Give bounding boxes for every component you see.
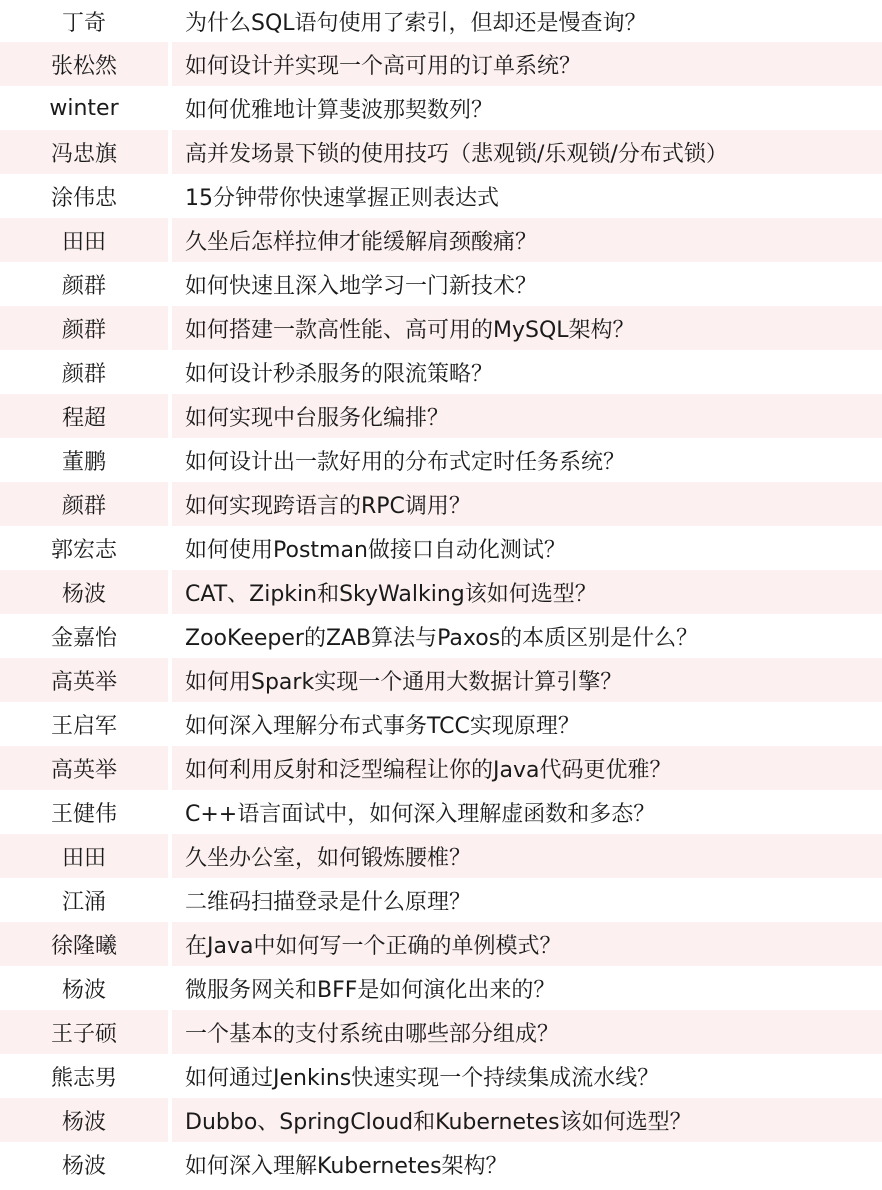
author-cell: 江涌 — [0, 878, 172, 922]
topic-cell: 如何实现跨语言的RPC调用？ — [185, 493, 471, 519]
topic-cell: 久坐后怎样拉伸才能缓解肩颈酸痛？ — [185, 229, 538, 255]
table-row — [0, 86, 882, 130]
table-row — [0, 746, 882, 790]
author-cell: 王健伟 — [0, 790, 172, 834]
table-row — [0, 1142, 882, 1186]
author-cell: 金嘉怡 — [0, 614, 172, 658]
table-row — [0, 0, 882, 42]
table-row — [0, 1010, 882, 1054]
topic-cell: 如何设计并实现一个高可用的订单系统？ — [185, 53, 582, 79]
author-cell: 丁奇 — [0, 0, 172, 42]
table-row — [0, 526, 882, 570]
author-cell: 高英举 — [0, 746, 172, 790]
author-cell: 涂伟忠 — [0, 174, 172, 218]
author-cell: 冯忠旗 — [0, 130, 172, 174]
author-cell: 徐隆曦 — [0, 922, 172, 966]
topic-cell: 如何优雅地计算斐波那契数列？ — [185, 97, 494, 123]
table-row — [0, 878, 882, 922]
author-cell: winter — [0, 86, 172, 130]
author-cell: 杨波 — [0, 1142, 172, 1186]
topic-cell: ZooKeeper的ZAB算法与Paxos的本质区别是什么？ — [185, 625, 699, 651]
table-row — [0, 702, 882, 746]
author-cell: 董鹏 — [0, 438, 172, 482]
author-cell: 高英举 — [0, 658, 172, 702]
topic-cell: 如何通过Jenkins快速实现一个持续集成流水线？ — [185, 1065, 660, 1091]
author-cell: 张松然 — [0, 42, 172, 86]
topic-cell: Dubbo、SpringCloud和Kubernetes该如何选型？ — [185, 1109, 692, 1135]
author-cell: 杨波 — [0, 966, 172, 1010]
topic-cell: 如何搭建一款高性能、高可用的MySQL架构？ — [185, 317, 635, 343]
table-row — [0, 1054, 882, 1098]
topic-cell: 如何利用反射和泛型编程让你的Java代码更优雅？ — [185, 757, 672, 783]
table-row — [0, 350, 882, 394]
topic-cell: 为什么SQL语句使用了索引，但却还是慢查询？ — [185, 10, 647, 36]
table-row — [0, 438, 882, 482]
topic-cell: 二维码扫描登录是什么原理？ — [185, 889, 472, 915]
topic-cell: 如何深入理解Kubernetes架构？ — [185, 1153, 508, 1179]
author-cell: 王启军 — [0, 702, 172, 746]
table-row — [0, 570, 882, 614]
table-row — [0, 1098, 882, 1142]
table-row — [0, 218, 882, 262]
topic-cell: 如何设计出一款好用的分布式定时任务系统？ — [185, 449, 626, 475]
table-row — [0, 966, 882, 1010]
topic-cell: CAT、Zipkin和SkyWalking该如何选型？ — [185, 581, 597, 607]
topic-cell: 15分钟带你快速掌握正则表达式 — [185, 185, 499, 211]
topic-cell: 如何使用Postman做接口自动化测试？ — [185, 537, 566, 563]
table-row — [0, 130, 882, 174]
author-cell: 田田 — [0, 218, 172, 262]
topic-cell: 如何设计秒杀服务的限流策略？ — [185, 361, 494, 387]
table-row — [0, 174, 882, 218]
table-row — [0, 614, 882, 658]
table-row — [0, 306, 882, 350]
author-cell: 郭宏志 — [0, 526, 172, 570]
author-cell: 杨波 — [0, 570, 172, 614]
author-cell: 杨波 — [0, 1098, 172, 1142]
table-row — [0, 262, 882, 306]
author-cell: 田田 — [0, 834, 172, 878]
topic-cell: 一个基本的支付系统由哪些部分组成？ — [185, 1021, 560, 1047]
author-cell: 颜群 — [0, 482, 172, 526]
table-row — [0, 42, 882, 86]
table-row — [0, 658, 882, 702]
topic-cell: 久坐办公室，如何锻炼腰椎？ — [185, 845, 472, 871]
author-cell: 王子硕 — [0, 1010, 172, 1054]
topic-cell: C++语言面试中，如何深入理解虚函数和多态？ — [185, 801, 656, 827]
table-row — [0, 922, 882, 966]
author-cell: 颜群 — [0, 306, 172, 350]
author-cell: 颜群 — [0, 350, 172, 394]
topic-cell: 如何实现中台服务化编排？ — [185, 405, 450, 431]
topic-cell: 高并发场景下锁的使用技巧（悲观锁/乐观锁/分布式锁） — [185, 141, 728, 167]
table-row — [0, 482, 882, 526]
table-row — [0, 834, 882, 878]
topic-cell: 如何用Spark实现一个通用大数据计算引擎？ — [185, 669, 623, 695]
table-row — [0, 790, 882, 834]
author-cell: 程超 — [0, 394, 172, 438]
topic-cell: 如何深入理解分布式事务TCC实现原理？ — [185, 713, 580, 739]
author-cell: 颜群 — [0, 262, 172, 306]
topic-cell: 如何快速且深入地学习一门新技术？ — [185, 273, 538, 299]
author-cell: 熊志男 — [0, 1054, 172, 1098]
table-row — [0, 394, 882, 438]
topic-cell: 在Java中如何写一个正确的单例模式？ — [185, 933, 562, 959]
topic-cell: 微服务网关和BFF是如何演化出来的？ — [185, 977, 556, 1003]
